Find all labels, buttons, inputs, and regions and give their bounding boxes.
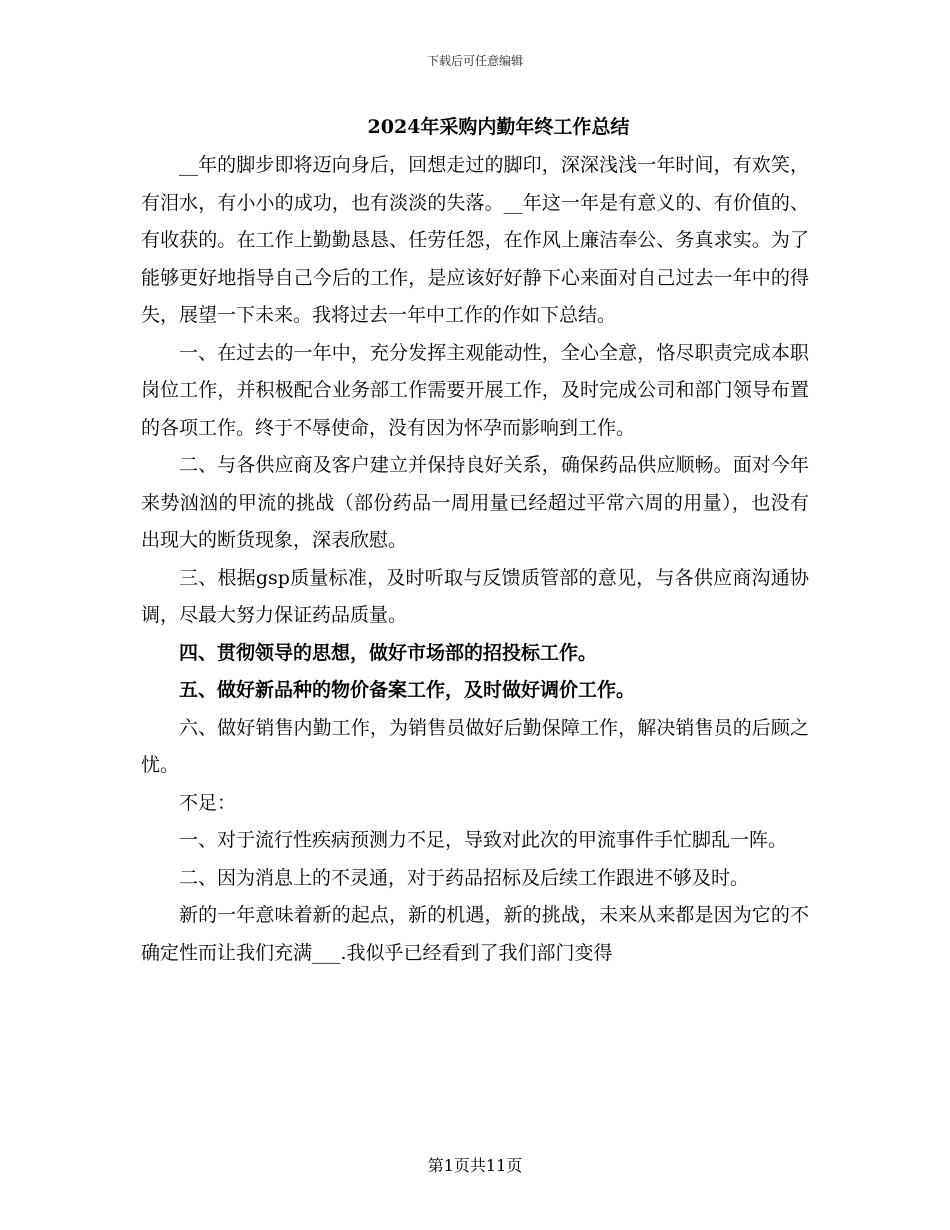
paragraph-item-2: 二、与各供应商及客户建立并保持良好关系，确保药品供应顺畅。面对今年来势汹汹的甲流的挑战（部份药品一周用量已经超过平常六周的用量），也没有出现大的断货现象，深表欣慰。 xyxy=(141,454,809,551)
paragraph-item-1: 一、在过去的一年中，充分发挥主观能动性，全心全意，恪尽职责完成本职岗位工作，并积极配合业务部工作需要开展工作，及时完成公司和部门领导布置的各项工作。终于不辱使命，没有因为怀孕而影响到工作。 xyxy=(141,341,809,439)
header-note: 下载后可任意编辑 xyxy=(426,54,523,68)
paragraph-shortcoming-2: 二、因为消息上的不灵通，对于药品招标及后续工作跟进不够及时。 xyxy=(179,866,750,889)
paragraph-item-5: 五、做好新品种的物价备案工作，及时做好调价工作。 xyxy=(179,679,636,701)
paragraph-shortcomings-heading: 不足： xyxy=(179,791,237,814)
paragraph-shortcoming-1: 一、对于流行性疾病预测力不足，导致对此次的甲流事件手忙脚乱一阵。 xyxy=(179,829,788,851)
paragraph-item-4: 四、贯彻领导的思想，做好市场部的招投标工作。 xyxy=(179,641,598,664)
paragraph-intro: __年的脚步即将迈向身后，回想走过的脚印，深深浅浅一年时间，有欢笑，有泪水，有小小的成功，也有淡淡的失落。__年这一年是有意义的、有价值的、有收获的。在工作上勤勤恳恳、任劳任怨，在作风上廉洁奉公、务真求实。为了能够更好地指导自己今后的工作，是应该好好静下心来面对自己过去一年中的得失，展望一下未来。我将过去一年中工作的作如下总结。 xyxy=(141,154,809,326)
document-title: 2024年采购内勤年终工作总结 xyxy=(367,116,630,138)
paragraph-item-3: 三、根据gsp质量标准，及时听取与反馈质管部的意见，与各供应商沟通协调，尽最大努力保证药品质量。 xyxy=(141,566,809,626)
document-body xyxy=(141,147,809,972)
page-number: 第1页共11页 xyxy=(427,1156,523,1175)
paragraph-outlook: 新的一年意味着新的起点，新的机遇，新的挑战，未来从来都是因为它的不确定性而让我们充满___.我似乎已经看到了我们部门变得 xyxy=(141,904,809,964)
paragraph-item-6: 六、做好销售内勤工作，为销售员做好后勤保障工作，解决销售员的后顾之忧。 xyxy=(141,716,809,776)
